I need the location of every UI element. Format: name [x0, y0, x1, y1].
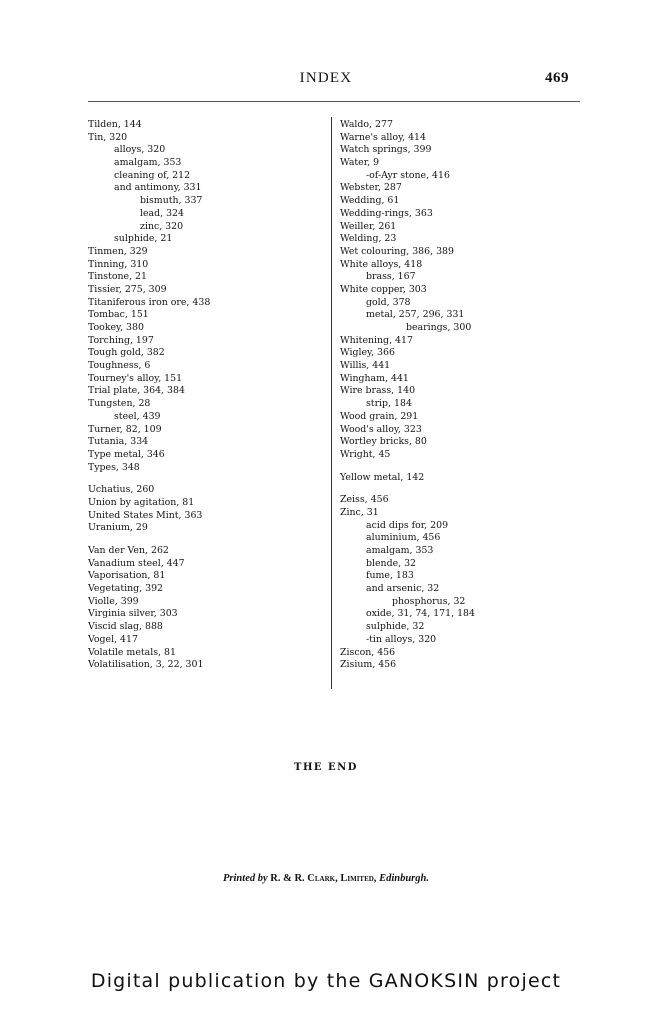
index-subentry: amalgam, 353: [366, 545, 434, 556]
index-entry: Tin, 320: [88, 131, 128, 143]
index-entry: Wire brass, 140: [340, 385, 416, 397]
index-entry: Trial plate, 364, 384: [88, 385, 185, 397]
index-entry: Wigley, 366: [340, 347, 395, 359]
index-entry: Yellow metal, 142: [340, 471, 425, 483]
index-entry: Willis, 441: [340, 360, 391, 372]
index-subentry: gold, 378: [366, 296, 411, 308]
index-entry: White copper, 303: [340, 283, 427, 295]
index-entry: Zisium, 456: [340, 659, 397, 671]
index-subentry: phosphorus, 32: [392, 595, 466, 607]
index-entry: Types, 348: [88, 461, 140, 473]
index-subentry: zinc, 320: [140, 220, 184, 232]
index-subentry: metal, 257, 296, 331: [366, 309, 465, 321]
printer-imprint: [0, 873, 652, 884]
index-entry: Viscid slag, 888: [88, 621, 163, 633]
index-entry: Wright, 45: [340, 448, 391, 460]
index-subentry: amalgam, 353: [114, 157, 182, 169]
index-entry: Vanadium steel, 447: [88, 557, 185, 569]
index-entry: Tissier, 275, 309: [88, 283, 167, 295]
index-entry: Wingham, 441: [340, 372, 409, 384]
index-entry: Wood's alloy, 323: [340, 423, 422, 435]
index-subentry: and antimony, 331: [114, 182, 202, 194]
index-column-right: [340, 119, 580, 672]
index-entry: Uranium, 29: [88, 522, 148, 534]
index-entry: Virginia silver, 303: [88, 608, 178, 620]
index-subentry: bearings, 300: [406, 322, 472, 333]
index-subentry: and arsenic, 32: [366, 583, 440, 595]
index-entry: Volatilisation, 3, 22, 301: [88, 659, 204, 671]
publication-footer: Digital publication by the GANOKSIN project: [90, 970, 562, 992]
index-entry: Weiller, 261: [340, 220, 397, 232]
index-entry: Violle, 399: [88, 595, 139, 607]
index-subentry: lead, 324: [140, 207, 184, 219]
index-subentry: blende, 32: [366, 557, 417, 569]
index-entry: Tinning, 310: [88, 258, 149, 270]
index-entry: Zeiss, 456: [340, 494, 389, 506]
index-entry: Wortley bricks, 80: [340, 436, 427, 448]
index-subentry: cleaning of, 212: [114, 169, 191, 181]
index-entry: Vaporisation, 81: [88, 570, 166, 582]
index-entry: Watch springs, 399: [340, 144, 432, 156]
column-divider: [331, 117, 332, 689]
page-title: INDEX: [299, 70, 353, 86]
index-subentry: -of-Ayr stone, 416: [366, 169, 450, 181]
index-entry: Whitening, 417: [340, 334, 413, 346]
index-entry: Turner, 82, 109: [88, 423, 162, 435]
index-entry: Uchatius, 260: [88, 484, 155, 496]
index-gap: [88, 535, 326, 545]
index-entry: Volatile metals, 81: [88, 646, 176, 658]
index-entry: Tinstone, 21: [88, 271, 147, 283]
index-entry: Titaniferous iron ore, 438: [88, 296, 211, 308]
index-subentry: brass, 167: [366, 271, 416, 283]
index-entry: Ziscon, 456: [340, 646, 396, 658]
index-entry: Tinmen, 329: [88, 245, 148, 257]
index-entry: Tombac, 151: [88, 309, 149, 321]
index-entry: Wedding-rings, 363: [340, 207, 433, 219]
index-subentry: sulphide, 21: [114, 233, 173, 245]
index-entry: Warne's alloy, 414: [340, 131, 426, 143]
index-subentry: -tin alloys, 320: [366, 633, 437, 645]
index-entry: White alloys, 418: [340, 258, 423, 270]
index-subentry: alloys, 320: [114, 144, 166, 156]
index-subentry: acid dips for, 209: [366, 519, 449, 531]
index-entry: Torching, 197: [88, 334, 154, 346]
index-subentry: bismuth, 337: [140, 195, 203, 207]
index-entry: Vegetating, 392: [88, 583, 164, 595]
header-divider: [88, 101, 580, 102]
index-entry: Tookey, 380: [88, 322, 144, 333]
index-subentry: strip, 184: [366, 398, 412, 410]
index-entry: Waldo, 277: [340, 119, 393, 130]
printer-name: R. & R. Clark, Limited,: [270, 873, 377, 884]
index-entry: Webster, 287: [340, 182, 402, 194]
index-subentry: steel, 439: [114, 410, 161, 422]
index-entry: Toughness, 6: [88, 360, 151, 372]
index-entry: Wet colouring, 386, 389: [340, 245, 454, 257]
index-entry: Wood grain, 291: [340, 410, 419, 422]
the-end-text: THE END: [294, 762, 358, 773]
index-entry: Wedding, 61: [340, 195, 400, 207]
index-entry: United States Mint, 363: [88, 509, 203, 521]
index-entry: Tough gold, 382: [88, 347, 165, 359]
index-entry: Vogel, 417: [88, 633, 138, 645]
index-entry: Welding, 23: [340, 233, 397, 245]
index-entry: Zinc, 31: [340, 506, 379, 518]
index-subentry: oxide, 31, 74, 171, 184: [366, 608, 475, 620]
index-entry: Union by agitation, 81: [88, 496, 195, 508]
index-subentry: aluminium, 456: [366, 532, 441, 544]
printer-prefix: Printed by: [223, 873, 268, 884]
index-entry: Tilden, 144: [88, 119, 142, 130]
index-gap: [340, 462, 580, 472]
index-entry: Tourney's alloy, 151: [88, 372, 183, 384]
index-gap: [340, 484, 580, 494]
index-subentry: fume, 183: [366, 570, 414, 582]
page-number: 469: [545, 70, 569, 86]
index-entry: Tutania, 334: [88, 436, 149, 448]
index-gap: [88, 474, 326, 484]
index-entry: Water, 9: [340, 157, 380, 169]
printer-place: Edinburgh.: [379, 873, 429, 884]
index-subentry: sulphide, 32: [366, 621, 425, 633]
index-entry: Van der Ven, 262: [88, 545, 169, 556]
index-entry: Type metal, 346: [88, 448, 165, 460]
index-entry: Tungsten, 28: [88, 398, 151, 410]
index-column-left: [88, 119, 326, 672]
